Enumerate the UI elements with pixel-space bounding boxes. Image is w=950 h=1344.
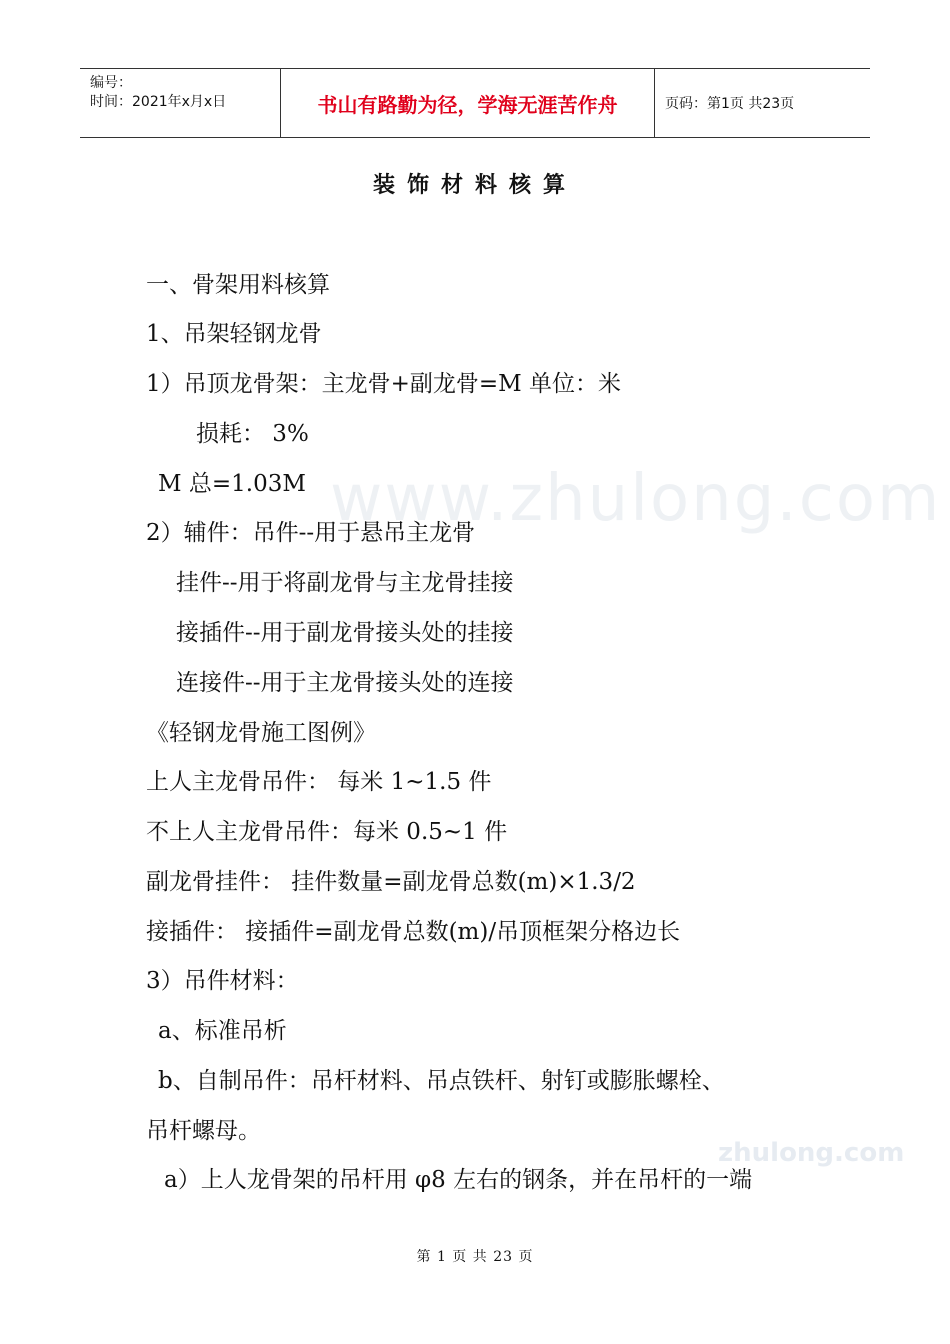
header-page-info: 页码：第1页 共23页 [665, 96, 795, 112]
body-line: 连接件--用于主龙骨接头处的连接 [176, 670, 514, 696]
subsection-heading: 1、吊架轻钢龙骨 [146, 321, 322, 347]
body-line: 1）吊顶龙骨架：主龙骨+副龙骨=M 单位：米 [146, 371, 622, 397]
watermark: www.zhulong.com [330, 462, 942, 536]
header-table [80, 68, 870, 138]
number-label: 编号： [90, 75, 132, 91]
body-line: 不上人主龙骨吊件：每米 0.5~1 件 [146, 819, 508, 845]
body-line: 副龙骨挂件： 挂件数量=副龙骨总数(m)×1.3/2 [146, 869, 636, 895]
body-line: 损耗： 3% [196, 421, 309, 447]
body-line: b、自制吊件：吊杆材料、吊点铁杆、射钉或膨胀螺栓、 [158, 1068, 725, 1094]
body-line: 上人主龙骨吊件： 每米 1~1.5 件 [146, 769, 492, 795]
body-line: 2）辅件：吊件--用于悬吊主龙骨 [146, 520, 476, 546]
header-motto: 书山有路勤为径，学海无涯苦作舟 [281, 69, 655, 137]
watermark-small: zhulong.com [718, 1138, 905, 1168]
document-title: 装饰材料核算 [372, 173, 577, 198]
date-label: 时间：2021年x月x日 [90, 94, 227, 110]
section-heading: 一、骨架用料核算 [146, 272, 330, 298]
body-line: a、标准吊析 [158, 1018, 287, 1044]
body-line: a）上人龙骨架的吊杆用 φ8 左右的钢条，并在吊杆的一端 [164, 1167, 753, 1193]
body-line: 接插件--用于副龙骨接头处的挂接 [176, 620, 514, 646]
body-line: M 总=1.03M [158, 471, 306, 497]
body-line: 3）吊件材料： [146, 968, 299, 994]
body-line: 吊杆螺母。 [146, 1118, 261, 1144]
body-line: 《轻钢龙骨施工图例》 [146, 720, 376, 746]
body-line: 接插件： 接插件=副龙骨总数(m)/吊顶框架分格边长 [146, 919, 681, 945]
header-left-cell [80, 69, 281, 137]
body-line: 挂件--用于将副龙骨与主龙骨挂接 [176, 570, 514, 596]
page-footer: 第 1 页 共 23 页 [416, 1249, 534, 1265]
